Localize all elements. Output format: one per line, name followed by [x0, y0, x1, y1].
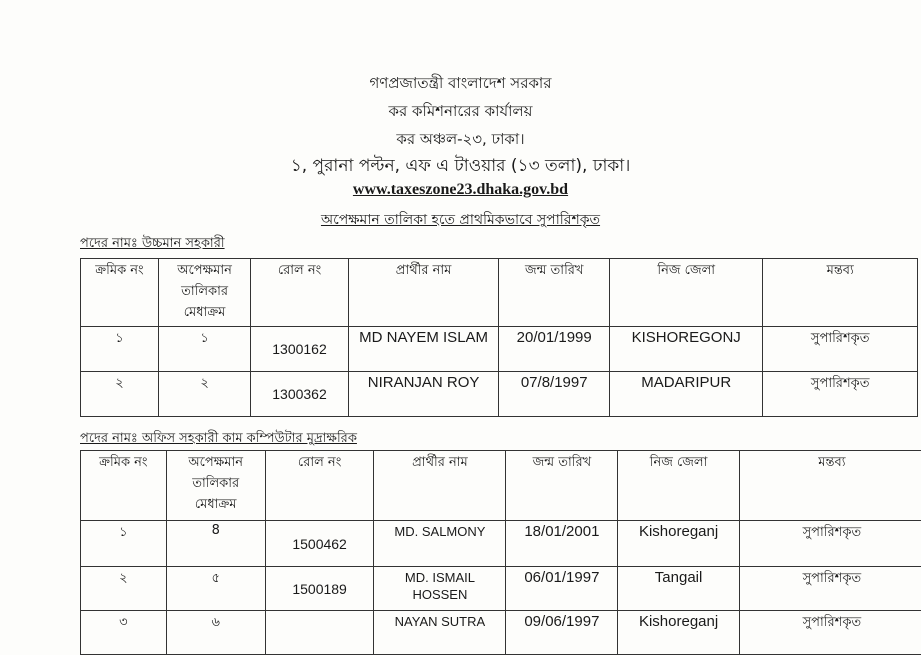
table-cell: 18/01/2001: [506, 521, 618, 567]
table-cell: ১: [158, 327, 250, 372]
table-cell: সুপারিশকৃত: [739, 611, 921, 655]
table-cell: 06/01/1997: [506, 567, 618, 611]
table-cell: MD NAYEM ISLAM: [348, 327, 499, 372]
table-cell: 1300162: [251, 327, 349, 372]
candidate-table-2: [80, 450, 921, 655]
table-cell: MD. ISMAIL HOSSEN: [374, 567, 506, 611]
header-row: [81, 259, 918, 327]
column-header: অপেক্ষমান তালিকার মেধাক্রম: [166, 451, 265, 521]
table-cell: [265, 611, 374, 655]
table-cell: KISHOREGONJ: [610, 327, 763, 372]
table-cell: Kishoreganj: [618, 521, 739, 567]
column-header: মন্তব্য: [739, 451, 921, 521]
table-cell: Tangail: [618, 567, 739, 611]
table-cell: ২: [81, 567, 167, 611]
table-cell: ২: [158, 372, 250, 417]
column-header: নিজ জেলা: [610, 259, 763, 327]
column-header: জন্ম তারিখ: [499, 259, 610, 327]
zone-title: কর অঞ্চল-২৩, ঢাকা।: [0, 128, 921, 153]
table-cell: ৬: [166, 611, 265, 655]
table-cell: 09/06/1997: [506, 611, 618, 655]
table-cell: Kishoreganj: [618, 611, 739, 655]
candidate-table-1: [80, 258, 918, 417]
table-cell: সুপারিশকৃত: [739, 521, 921, 567]
column-header: প্রার্থীর নাম: [348, 259, 499, 327]
table-cell: 07/8/1997: [499, 372, 610, 417]
table-cell: MD. SALMONY: [374, 521, 506, 567]
table-cell: সুপারিশকৃত: [739, 567, 921, 611]
table-cell: NIRANJAN ROY: [348, 372, 499, 417]
website-link[interactable]: www.taxeszone23.dhaka.gov.bd: [0, 181, 921, 199]
column-header: ক্রমিক নং: [81, 451, 167, 521]
table-cell: MADARIPUR: [610, 372, 763, 417]
gov-title: গণপ্রজাতন্ত্রী বাংলাদেশ সরকার: [0, 72, 921, 97]
column-header: অপেক্ষমান তালিকার মেধাক্রম: [158, 259, 250, 327]
table-row: [81, 372, 918, 417]
table-cell: 8: [166, 521, 265, 567]
table-cell: ৩: [81, 611, 167, 655]
column-header: নিজ জেলা: [618, 451, 739, 521]
table-cell: 1500189: [265, 567, 374, 611]
column-header: রোল নং: [265, 451, 374, 521]
subtitle: অপেক্ষমান তালিকা হতে প্রাথমিকভাবে সুপারিশকৃত: [0, 208, 921, 232]
column-header: রোল নং: [251, 259, 349, 327]
table-cell: NAYAN SUTRA: [374, 611, 506, 655]
table-cell: ১: [81, 327, 159, 372]
column-header: জন্ম তারিখ: [506, 451, 618, 521]
table-row: [81, 611, 921, 655]
table-cell: 1300362: [251, 372, 349, 417]
column-header: ক্রমিক নং: [81, 259, 159, 327]
table-cell: 20/01/1999: [499, 327, 610, 372]
table-row: [81, 327, 918, 372]
address: ১, পুরানা পল্টন, এফ এ টাওয়ার (১৩ তলা), ঢাকা।: [0, 153, 921, 181]
office-title: কর কমিশনারের কার্যালয়: [0, 100, 921, 125]
table-row: [81, 567, 921, 611]
column-header: প্রার্থীর নাম: [374, 451, 506, 521]
table-cell: 1500462: [265, 521, 374, 567]
header-row: [81, 451, 921, 521]
table-cell: ১: [81, 521, 167, 567]
column-header: মন্তব্য: [763, 259, 918, 327]
table-cell: ২: [81, 372, 159, 417]
post-name-2: পদের নামঃ অফিস সহকারী কাম কম্পিউটার মুদ্রাক্ষরিক: [80, 429, 357, 450]
table-cell: সুপারিশকৃত: [763, 372, 918, 417]
table-cell: ৫: [166, 567, 265, 611]
post-name-1: পদের নামঃ উচ্চমান সহকারী: [80, 234, 225, 255]
table-row: [81, 521, 921, 567]
table-cell: সুপারিশকৃত: [763, 327, 918, 372]
